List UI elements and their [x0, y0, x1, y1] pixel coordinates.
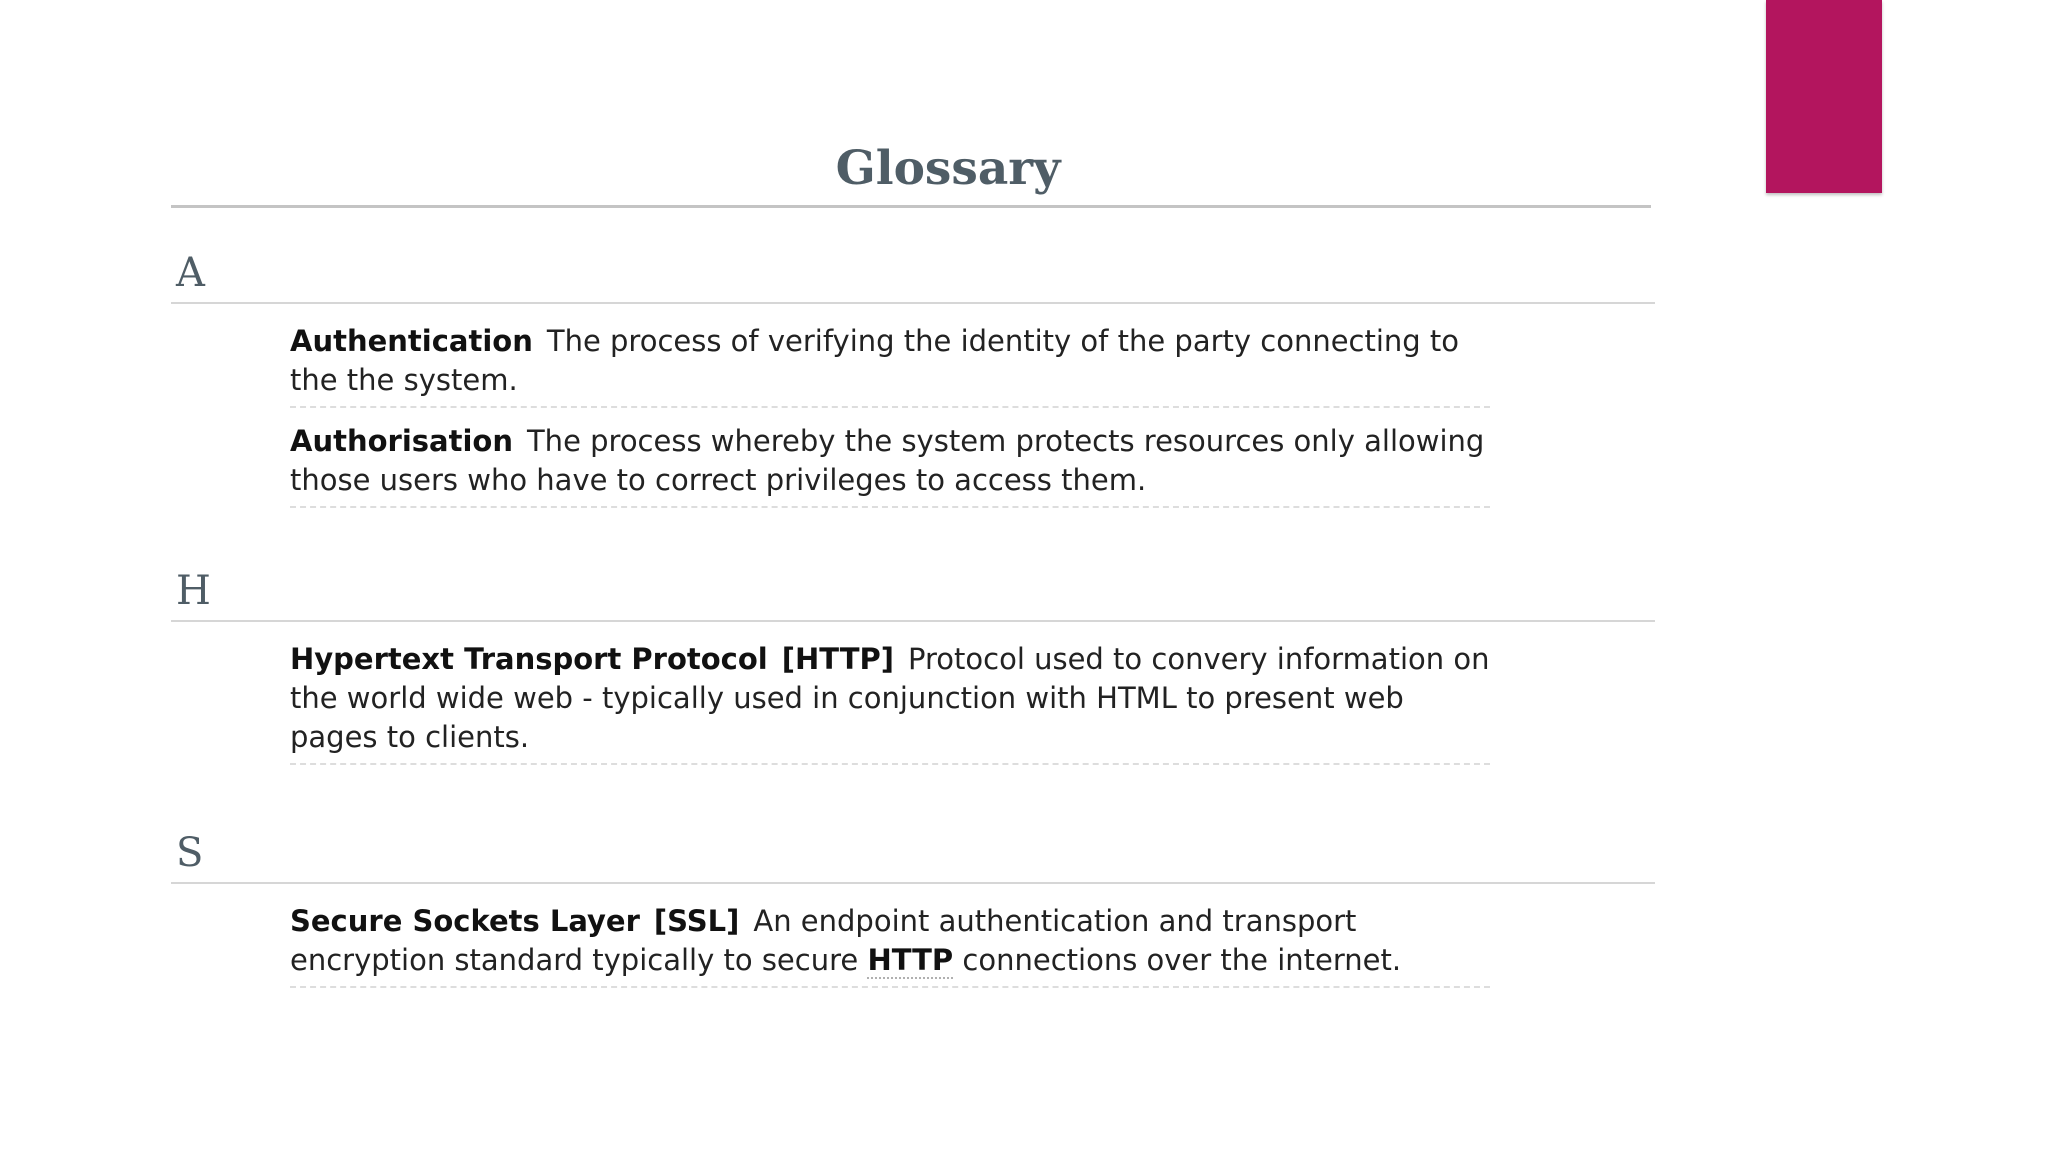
entry-definition: The process of verifying the identity of the party connecting to the the system. — [290, 324, 1460, 397]
section-a — [171, 248, 1655, 508]
entry-definition: The process whereby the system protects resources only allowing those users who have to correct privileges to access them. — [290, 424, 1485, 497]
entry-list — [290, 884, 1490, 988]
glossary-entry-authorisation — [290, 408, 1490, 508]
entry-definition-start: An endpoint authentication and transport encryption standard typically to secure — [290, 904, 1357, 977]
entry-definition: Protocol used to convery information on the world wide web - typically used in conjunction with HTML to present web pages to clients. — [290, 642, 1490, 754]
entry-list — [290, 622, 1490, 765]
entry-term: Secure Sockets Layer — [290, 904, 640, 938]
section-s — [171, 828, 1655, 988]
title-divider — [171, 205, 1651, 208]
glossary — [171, 138, 1655, 208]
entry-term: Hypertext Transport Protocol — [290, 642, 768, 676]
entry-abbreviation: [HTTP] — [781, 642, 895, 676]
glossary-entry-http — [290, 622, 1490, 765]
entry-term: Authentication — [290, 324, 533, 358]
entry-abbreviation: [SSL] — [653, 904, 740, 938]
section-h — [171, 566, 1655, 765]
accent-bar — [1766, 0, 1882, 193]
cross-reference-link-http[interactable]: HTTP — [867, 943, 954, 977]
page-title: Glossary — [835, 141, 1061, 196]
glossary-entry-authentication — [290, 304, 1490, 408]
section-letter: H — [176, 568, 211, 614]
glossary-entry-ssl — [290, 884, 1490, 988]
entry-list — [290, 304, 1490, 508]
section-letter: A — [176, 250, 205, 296]
section-letter: S — [176, 830, 204, 876]
entry-term: Authorisation — [290, 424, 513, 458]
entry-definition-end: connections over the internet. — [962, 943, 1402, 977]
